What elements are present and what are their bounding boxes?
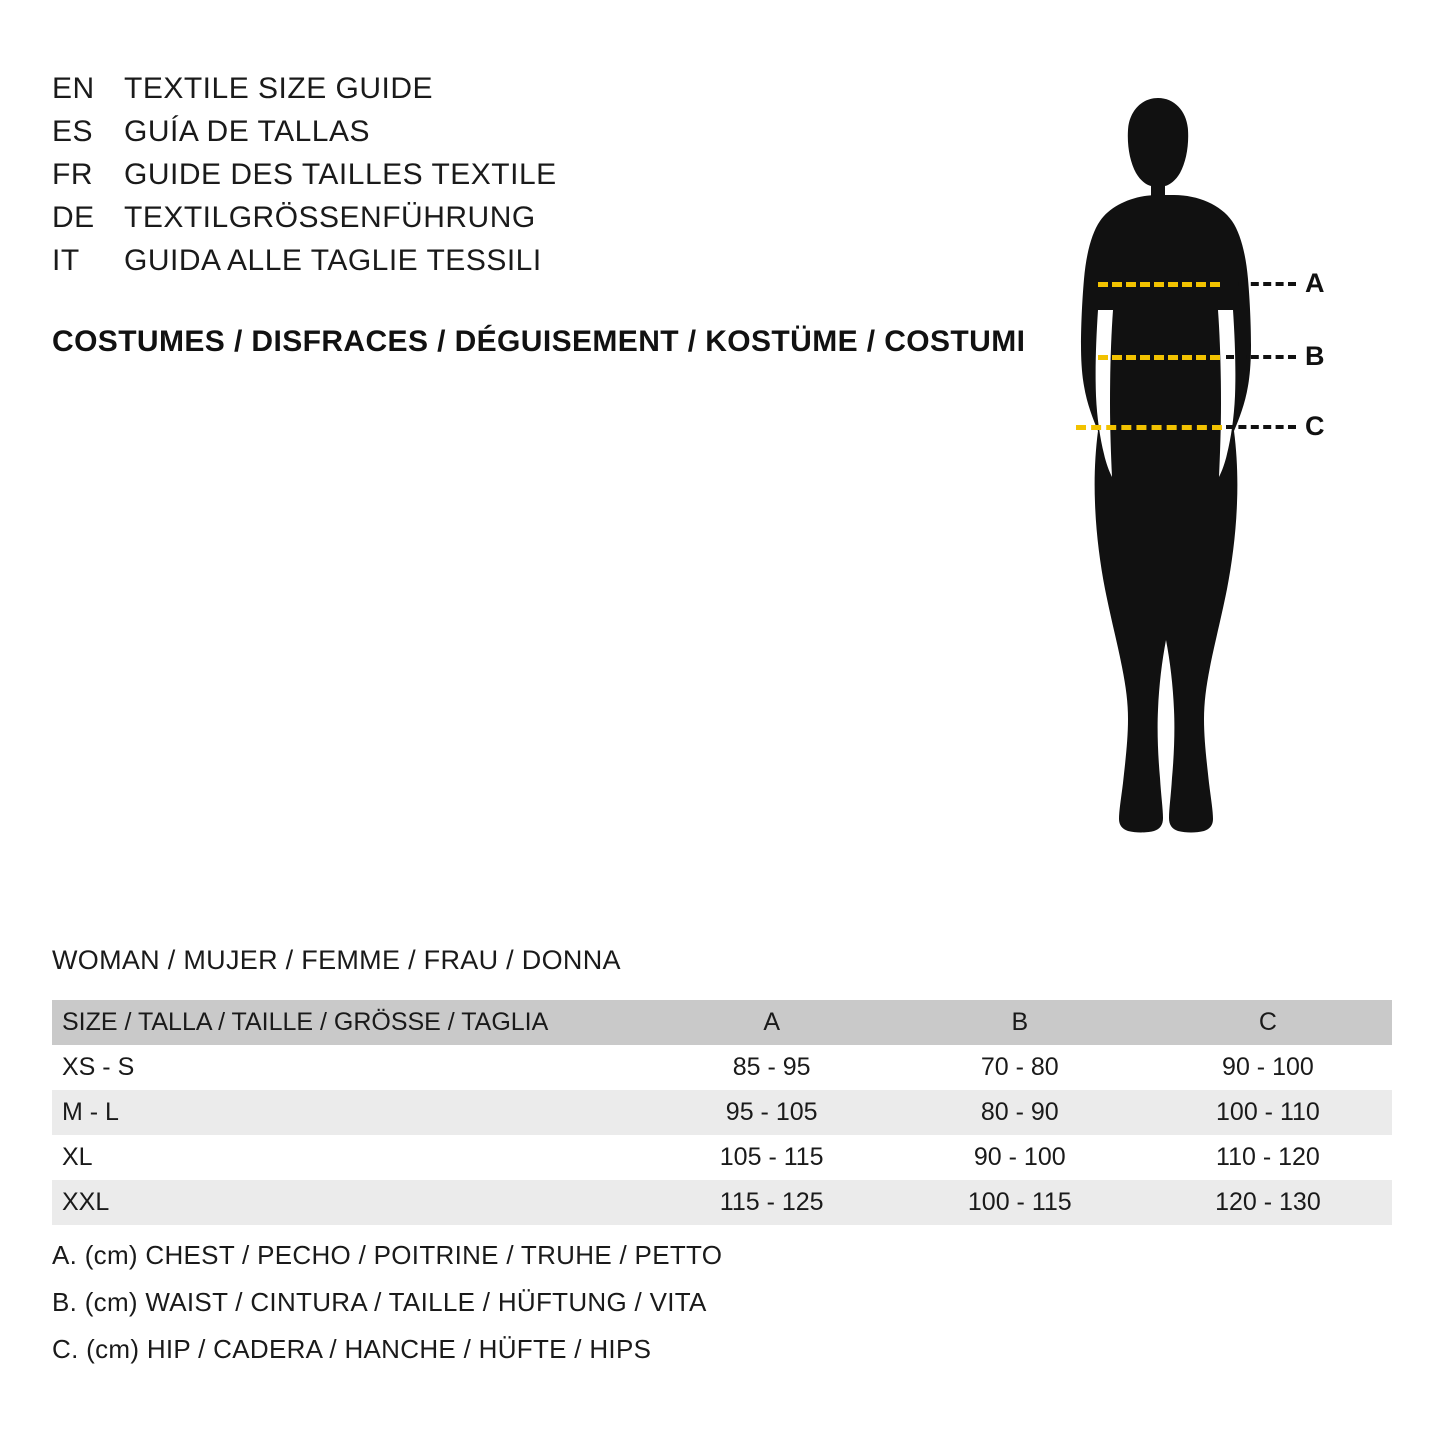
size-table: [52, 1000, 1392, 1225]
language-list: [52, 72, 1012, 287]
cell-a: 85 - 95: [732, 1053, 811, 1081]
cell-a: 115 - 125: [719, 1188, 824, 1216]
cell-size: M - L: [62, 1098, 119, 1126]
legend-line-b: B. (cm) WAIST / CINTURA / TAILLE / HÜFTUNG / VITA: [52, 1287, 707, 1317]
woman-silhouette-icon: [1010, 60, 1410, 890]
legend-line-a: A. (cm) CHEST / PECHO / POITRINE / TRUHE / PETTO: [52, 1240, 723, 1270]
language-text-it: GUIDA ALLE TAGLIE TESSILI: [124, 244, 542, 277]
cell-c: 90 - 100: [1222, 1053, 1314, 1081]
table-row: [52, 1045, 1392, 1090]
measurement-legend: [52, 1240, 1052, 1381]
language-text-fr: GUIDE DES TAILLES TEXTILE: [124, 158, 557, 191]
language-text-en: TEXTILE SIZE GUIDE: [124, 72, 434, 105]
column-header-b: B: [1011, 1008, 1029, 1036]
language-row-es: [52, 115, 1012, 149]
leader-line-b: [1226, 355, 1296, 359]
measure-line-c: [1076, 425, 1222, 430]
cell-b: 100 - 115: [967, 1188, 1072, 1216]
table-heading: WOMAN / MUJER / FEMME / FRAU / DONNA: [52, 945, 621, 975]
cell-size: XXL: [62, 1188, 110, 1216]
figure-illustration: [1010, 60, 1410, 890]
leader-line-a: [1226, 282, 1296, 286]
table-row: [52, 1090, 1392, 1135]
leader-line-c: [1226, 425, 1296, 429]
page-title: COSTUMES / DISFRACES / DÉGUISEMENT / KOSTÜME / COSTUMI: [52, 325, 1026, 358]
language-row-it: [52, 244, 1012, 278]
language-text-es: GUÍA DE TALLAS: [124, 115, 370, 148]
table-header-row: [52, 1000, 1392, 1045]
table-row: [52, 1135, 1392, 1180]
column-header-c: C: [1258, 1008, 1277, 1036]
table-head: [52, 1000, 1392, 1045]
language-row-en: [52, 72, 1012, 106]
cell-c: 110 - 120: [1216, 1143, 1320, 1171]
language-row-de: [52, 201, 1012, 235]
measure-line-b: [1098, 355, 1220, 360]
table-body: [52, 1045, 1392, 1225]
cell-c: 100 - 110: [1216, 1098, 1320, 1126]
cell-a: 95 - 105: [725, 1098, 818, 1126]
cell-b: 70 - 80: [980, 1053, 1059, 1081]
cell-b: 80 - 90: [980, 1098, 1059, 1126]
cell-size: XS - S: [62, 1053, 135, 1081]
marker-label-b: B: [1305, 341, 1325, 371]
language-text-de: TEXTILGRÖSSENFÜHRUNG: [124, 201, 536, 234]
language-code-es: ES: [52, 115, 94, 148]
cell-a: 105 - 115: [719, 1143, 824, 1171]
column-header-a: A: [763, 1008, 781, 1036]
language-code-de: DE: [52, 201, 95, 234]
language-code-it: IT: [52, 244, 80, 277]
column-header-size: SIZE / TALLA / TAILLE / GRÖSSE / TAGLIA: [62, 1008, 549, 1036]
legend-line-c: C. (cm) HIP / CADERA / HANCHE / HÜFTE / HIPS: [52, 1334, 652, 1364]
table-row: [52, 1180, 1392, 1225]
measure-line-a: [1098, 282, 1220, 287]
language-row-fr: [52, 158, 1012, 192]
marker-label-a: A: [1305, 268, 1325, 298]
cell-b: 90 - 100: [973, 1143, 1066, 1171]
language-code-fr: FR: [52, 158, 93, 191]
language-code-en: EN: [52, 72, 95, 105]
cell-c: 120 - 130: [1215, 1188, 1321, 1216]
cell-size: XL: [62, 1143, 93, 1171]
marker-label-c: C: [1305, 411, 1325, 441]
